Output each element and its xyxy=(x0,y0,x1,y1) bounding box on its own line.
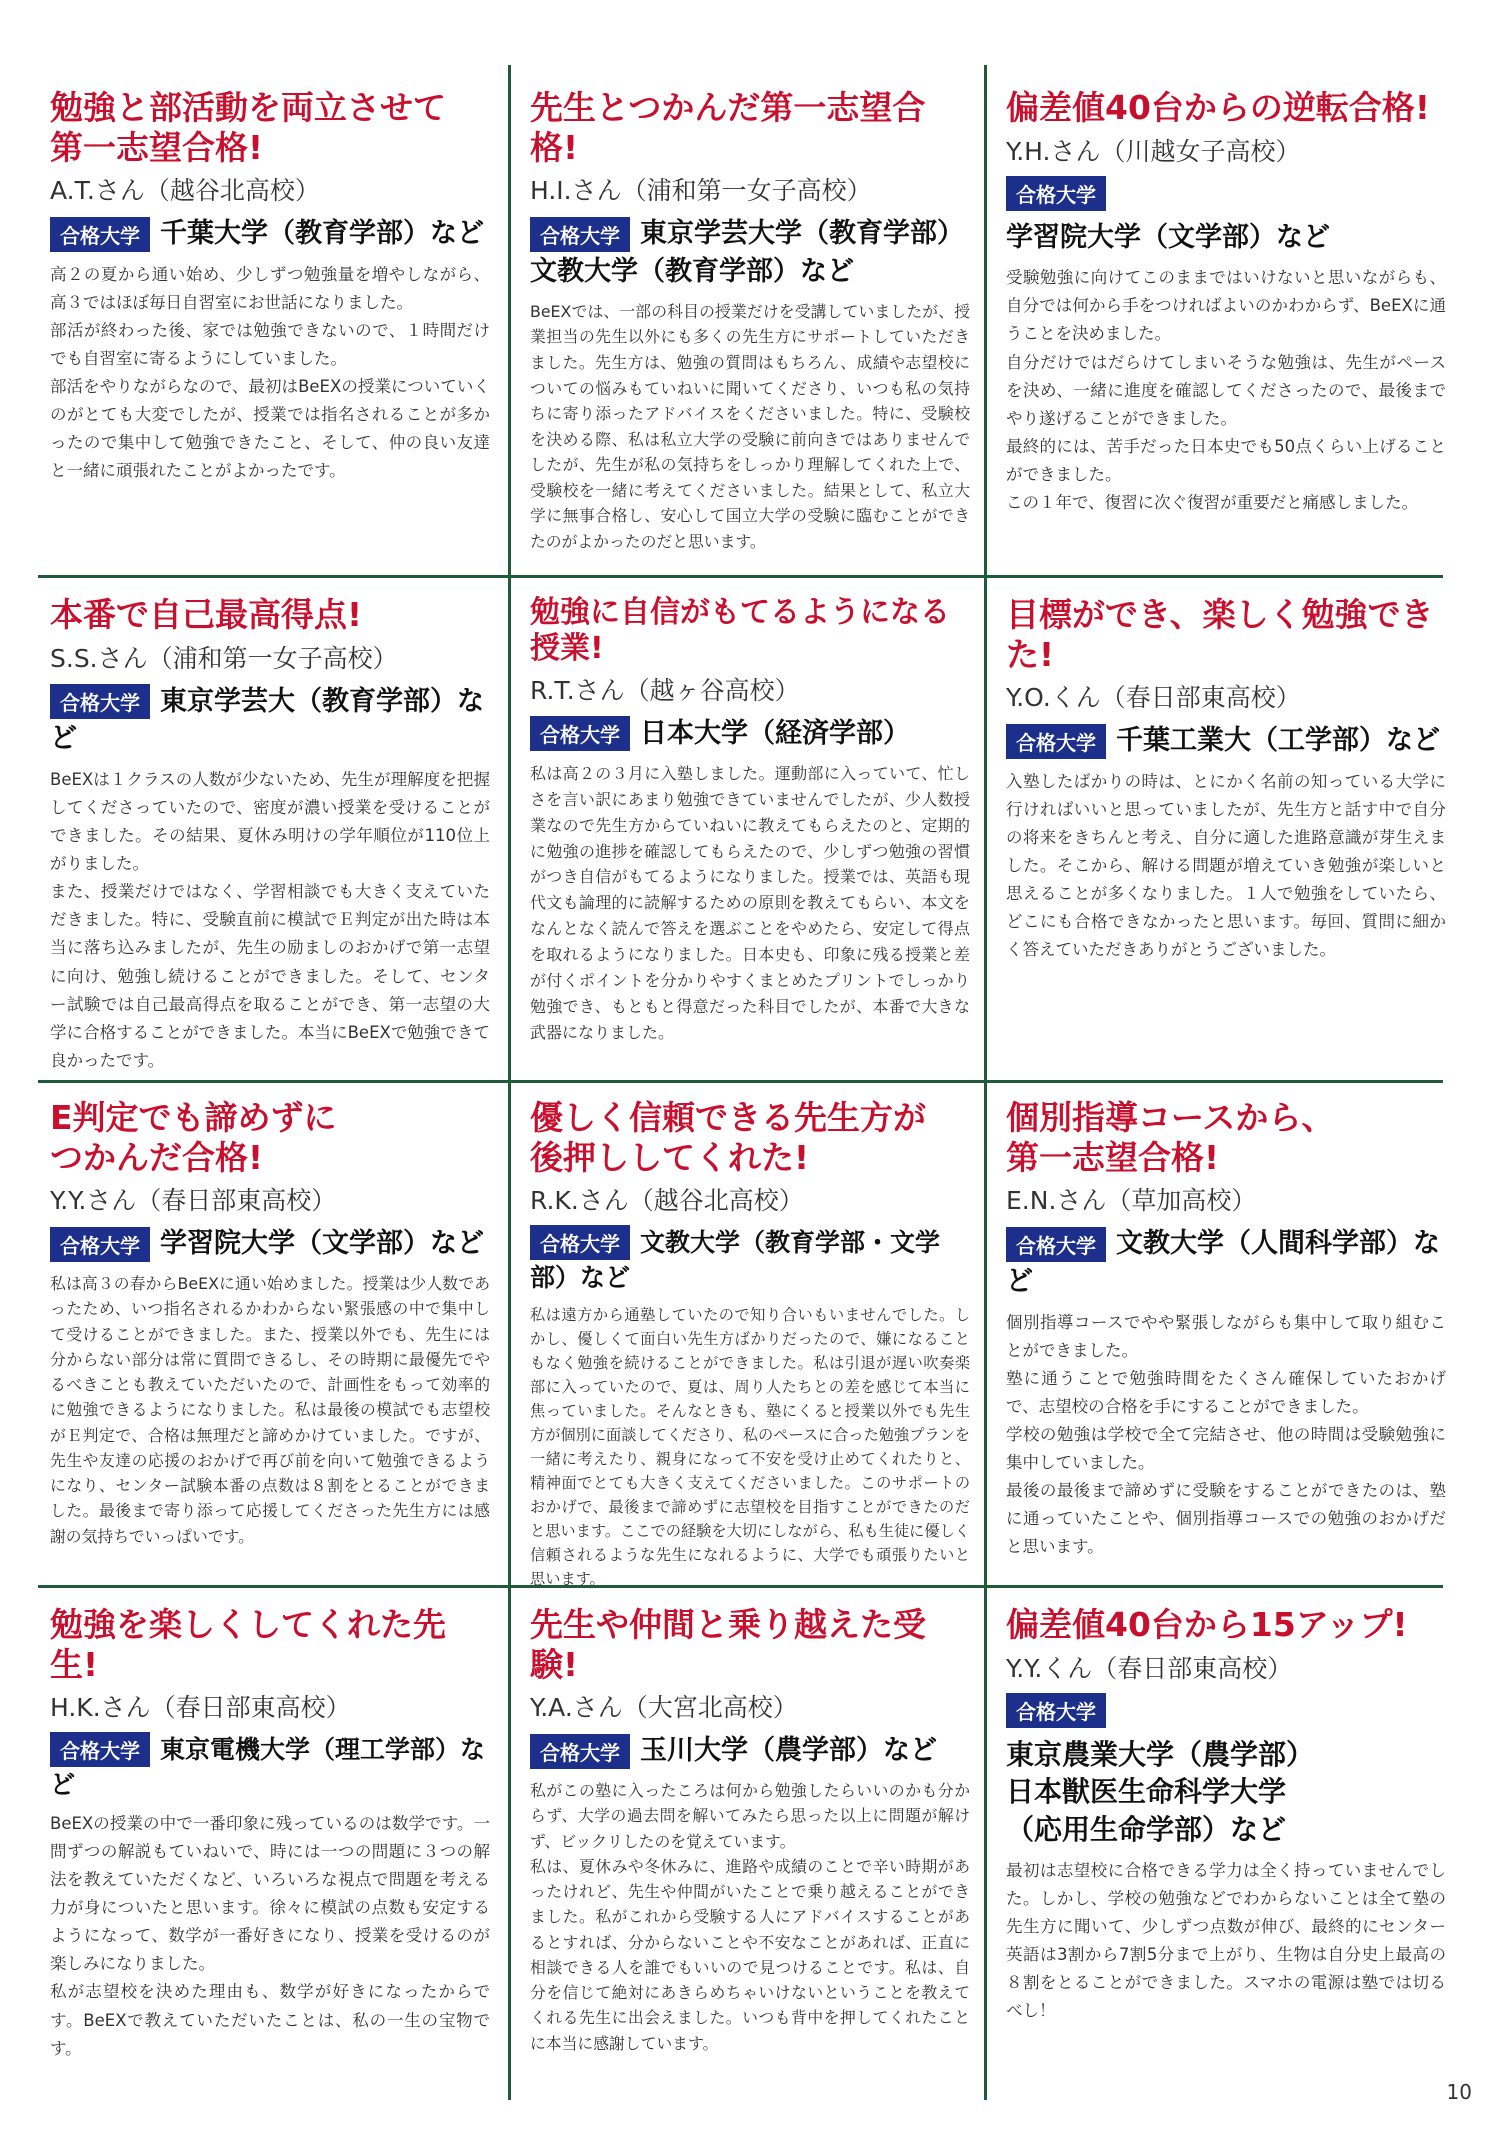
passed-university-badge: 合格大学 xyxy=(50,684,150,719)
testimonial-body: 最初は志望校に合格できる学力は全く持っていませんでした。しかし、学校の勉強などでわからないことは全て塾の先生方に聞いて、少しずつ点数が伸び、最終的にセンター英語は3割から7割5分まで上がり、生物は自分史上最高の８割をとることができました。スマホの電源は塾では切るべし！ xyxy=(1006,1860,1447,2021)
university-name: 学習院大学（文学部）など xyxy=(1006,221,1330,253)
student-name: Y.Y.くん（春日部東高校） xyxy=(1006,1653,1293,1683)
university-row xyxy=(50,1732,490,1802)
testimonial-body: 私がこの塾に入ったころは何から勉強したらいいのかも分からず、大学の過去問を解いてみたら思った以上に問題が解けず、ビックリしたのを覚えています。 私は、夏休みや冬休みに、進路や成績のことで辛い時期があったけれど、先生や仲間がいたことで乗り越えることができました。私がこれから受験する人にアドバイスすることがあるとすれば、分からないことや不安なことがあれば、正直に相談できる人を誰でもいいので見つけることです。私は、自分を信じて絶対にあきらめちゃいけないということを教えてくれる先生に出会えました。いつも背中を押してくれたことに本当に感謝しています。 xyxy=(530,1780,970,2053)
testimonial-card xyxy=(50,595,490,1075)
testimonial-card xyxy=(50,1605,490,2085)
testimonial-title: E判定でも諦めずに つかんだ合格! xyxy=(50,1098,337,1177)
testimonial-title: 目標ができ、楽しく勉強できた! xyxy=(1006,595,1434,674)
university-name: 玉川大学（農学部）など xyxy=(640,1735,937,1767)
university-name: 学習院大学（文学部）など xyxy=(160,1228,484,1260)
student-name: R.T.さん（越ヶ谷高校） xyxy=(530,676,800,705)
testimonial-card xyxy=(530,1605,970,2095)
passed-university-badge: 合格大学 xyxy=(1006,1693,1106,1728)
testimonial-title: 本番で自己最高得点! xyxy=(50,595,363,634)
testimonial-title: 偏差値40台から15アップ! xyxy=(1006,1605,1408,1644)
testimonial-card xyxy=(1006,1098,1446,1578)
passed-university-badge: 合格大学 xyxy=(530,716,630,751)
testimonial-card xyxy=(1006,595,1446,1075)
student-name: E.N.さん（草加高校） xyxy=(1006,1186,1257,1216)
university-row xyxy=(1006,1225,1446,1301)
passed-university-badge: 合格大学 xyxy=(1006,724,1106,759)
testimonial-body: BeEXでは、一部の科目の授業だけを受講していましたが、授業担当の先生以外にも多くの先生方にサポートしていただきました。先生方は、勉強の質問はもちろん、成績や志望校についての悩みもていねいに聞いてくださり、いつも私の気持ちに寄り添ったアドバイスをくださいました。特に、受験校を決める際、私は私立大学の受験に前向きではありませんでしたが、先生が私の気持ちをしっかり理解してくれた上で、受験校を一緒に考えてくださいました。結果として、私立大学に無事合格し、安心して国立大学の受験に臨むことができたのがよかったのだと思います。 xyxy=(530,301,970,551)
university-name: 東京学芸大（教育学部）など xyxy=(50,685,484,755)
university-name: 東京電機大学（理工学部）など xyxy=(50,1735,486,1800)
testimonial-body: 私は高３の春からBeEXに通い始めました。授業は少人数であったため、いつ指名されるかわからない緊張感の中で集中して受けることができました。また、授業以外でも、先生には分からない部分は常に質問できるし、その時期に最優先でやるべきことも教えていただいたので、計画性をもって効率的に勉強できるようになりました。私は最後の模試でも志望校がＥ判定で、合格は無理だと諦めかけていました。ですが、先生や友達の応援のおかげで再び前を向いて勉強できるようになり、センター試験本番の点数は８割をとることができました。最後まで寄り添って応援してくださった先生方には感謝の気持ちでいっぱいです。 xyxy=(50,1273,490,1546)
row-divider-2 xyxy=(38,1080,1443,1083)
testimonial-card xyxy=(50,88,490,568)
testimonial-body: 私は高２の３月に入塾しました。運動部に入っていて、忙しさを言い訳にあまり勉強できていませんでしたが、少人数授業なので先生方からていねいに教えてもらえたのと、定期的に勉強の進捗を確認してもらえたので、少しずつ勉強の習慣がつき自信がもてるようになりました。授業では、英語も現代文も論理的に読解するための原則を教えてもらい、本文をなんとなく読んで答えを選ぶことをやめたら、安定して得点を取れるようになりました。日本史も、印象に残る授業と差が付くポイントを分かりやすくまとめたプリントでしっかり勉強でき、もともと得意だった科目でしたが、本番で大きな武器になりました。 xyxy=(530,763,970,1042)
testimonial-body: 高２の夏から通い始め、少しずつ勉強量を増やしながら、高３ではほぼ毎日自習室にお世話になりました。 部活が終わった後、家では勉強できないので、１時間だけでも自習室に寄るようにしていました。 部活をやりながらなので、最初はBeEXの授業についていくのがとても大変でしたが、授業では指名されることが多かったので集中して勉強できたこと、そして、仲の良い友達と一緒に頑張れたことがよかったです。 xyxy=(50,264,490,481)
student-name: Y.A.さん（大宮北高校） xyxy=(530,1693,798,1723)
passed-university-badge: 合格大学 xyxy=(530,1734,630,1769)
testimonial-body: 受験勉強に向けてこのままではいけないと思いながらも、自分では何から手をつければよいのかわからず、BeEXに通うことを決めました。 自分だけではだらけてしまいそうな勉強は、先生がペースを決め、一緒に進度を確認してくださったので、最後までやり遂げることができました。 最終的には、苦手だった日本史でも50点くらい上げることができました。 この１年で、復習に次ぐ復習が重要だと痛感しました。 xyxy=(1006,268,1446,512)
row-divider-1 xyxy=(38,575,1443,578)
testimonial-title: 偏差値40台からの逆転合格! xyxy=(1006,88,1430,127)
student-name: H.I.さん（浦和第一女子高校） xyxy=(530,176,872,206)
page-number: 10 xyxy=(1446,2080,1472,2104)
university-name: 文教大学（人間科学部）など xyxy=(1006,1228,1440,1297)
passed-university-badge: 合格大学 xyxy=(530,217,630,252)
testimonial-title: 先生や仲間と乗り越えた受験! xyxy=(530,1605,926,1684)
university-name: 文教大学（教育学部・文学部）など xyxy=(530,1228,941,1293)
student-name: S.S.さん（浦和第一女子高校） xyxy=(50,643,398,673)
university-row xyxy=(50,215,490,253)
passed-university-badge: 合格大学 xyxy=(1006,1227,1106,1262)
passed-university-badge: 合格大学 xyxy=(1006,176,1106,211)
university-row xyxy=(50,683,490,759)
university-row xyxy=(530,215,970,291)
university-row xyxy=(530,715,970,753)
testimonial-card xyxy=(530,595,970,1075)
university-row xyxy=(1006,176,1446,257)
university-name: 千葉工業大（工学部）など xyxy=(1116,725,1440,757)
passed-university-badge: 合格大学 xyxy=(50,1732,150,1767)
passed-university-badge: 合格大学 xyxy=(50,217,150,252)
university-row xyxy=(1006,722,1446,760)
student-name: A.T.さん（越谷北高校） xyxy=(50,176,320,206)
testimonial-body: 個別指導コースでやや緊張しながらも集中して取り組むことができました。 塾に通うことで勉強時間をたくさん確保していたおかげで、志望校の合格を手にすることができました。 学校の勉強は学校で全て完結させ、他の時間は受験勉強に集中していました。 最後の最後まで諦めずに受験をすることができたのは、塾に通っていたことや、個別指導コースでの勉強のおかげだと思います。 xyxy=(1006,1312,1446,1557)
student-name: R.K.さん（越谷北高校） xyxy=(530,1186,804,1216)
student-name: H.K.さん（春日部東高校） xyxy=(50,1693,351,1723)
student-name: Y.H.さん（川越女子高校） xyxy=(1006,136,1301,166)
university-row xyxy=(1006,1693,1446,1849)
university-row xyxy=(530,1732,970,1770)
testimonial-body: 入塾したばかりの時は、とにかく名前の知っている大学に行ければいいと思っていましたが、先生方と話す中で自分の将来をきちんと考え、自分に適した進路意識が芽生えました。そこから、解ける問題が増えていき勉強が楽しいと思えることが多くなりました。１人で勉強をしていたら、どこにも合格できなかったと思います。毎回、質問に細かく答えていただきありがとうございました。 xyxy=(1006,771,1447,960)
testimonial-card xyxy=(1006,1605,1446,2085)
testimonial-card xyxy=(530,88,970,568)
university-row xyxy=(50,1225,490,1263)
testimonial-title: 勉強と部活動を両立させて 第一志望合格! xyxy=(50,88,446,167)
university-row xyxy=(530,1225,970,1295)
testimonial-body: BeEXは１クラスの人数が少ないため、先生が理解度を把握してくださっていたので、密度が濃い授業を受けることができました。その結果、夏休み明けの学年順位が110位上がりました。 また、授業だけではなく、学習相談でも大きく支えていただきました。特に、受験直前に模試でＥ判定が出た時は本当に落ち込みましたが、先生の励ましのおかげで第一志望に向け、勉強し続けることができました。そして、センター試験では自己最高得点を取ることができ、第一志望の大学に合格することができました。本当にBeEXで勉強できて良かったです。 xyxy=(50,770,491,1070)
testimonial-body: BeEXの授業の中で一番印象に残っているのは数学です。一問ずつの解説もていねいで、時には一つの問題に３つの解法を教えていただくなど、いろいろな視点で問題を考える力が身についたと思います。徐々に模試の点数も安定するようになって、数学が一番好きになり、授業を受けるのが楽しみになりました。 私が志望校を決めた理由も、数学が好きになったからです。BeEXで教えていただいたことは、私の一生の宝物です。 xyxy=(50,1814,490,2058)
testimonial-card xyxy=(50,1098,490,1578)
university-name: 日本大学（経済学部） xyxy=(640,718,910,749)
testimonial-card xyxy=(530,1098,970,1589)
student-name: Y.Y.さん（春日部東高校） xyxy=(50,1186,337,1216)
student-name: Y.O.くん（春日部東高校） xyxy=(1006,683,1301,713)
testimonial-title: 個別指導コースから、 第一志望合格! xyxy=(1006,1098,1335,1177)
passed-university-badge: 合格大学 xyxy=(50,1227,150,1262)
testimonial-card xyxy=(1006,88,1446,568)
testimonial-title: 優しく信頼できる先生方が 後押ししてくれた! xyxy=(530,1098,926,1177)
testimonial-title: 先生とつかんだ第一志望合格! xyxy=(530,88,926,167)
testimonial-body: 私は遠方から通塾していたので知り合いもいませんでした。しかし、優しくて面白い先生方ばかりだったので、嫌になることもなく勉強を続けることができました。私は引退が遅い吹奏楽部に入っていたので、夏は、周り人たちとの差を感じて本当に焦っていました。そんなときも、塾にくると授業以外でも先生方が個別に面談してくださり、私のペースに合った勉強プランを一緒に考えたり、親身になって不安を受け止めてくれたりと、精神面でとても大きく支えてくださいました。このサポートのおかげで、最後まで諦めずに志望校を目指すことができたのだと思います。ここでの経験を大切にしながら、私も生徒に優しく信頼されるような先生になれるように、大学でも頑張りたいと思います。 xyxy=(530,1306,970,1589)
university-name: 東京農業大学（農学部） 日本獣医生命科学大学 （応用生命学部）など xyxy=(1006,1737,1315,1847)
testimonial-title: 勉強に自信がもてるようになる授業! xyxy=(530,595,950,666)
university-name: 千葉大学（教育学部）など xyxy=(160,218,484,250)
university-name: 東京学芸大学（教育学部） 文教大学（教育学部）など xyxy=(530,218,964,287)
passed-university-badge: 合格大学 xyxy=(530,1225,630,1260)
testimonial-title: 勉強を楽しくしてくれた先生! xyxy=(50,1605,446,1684)
